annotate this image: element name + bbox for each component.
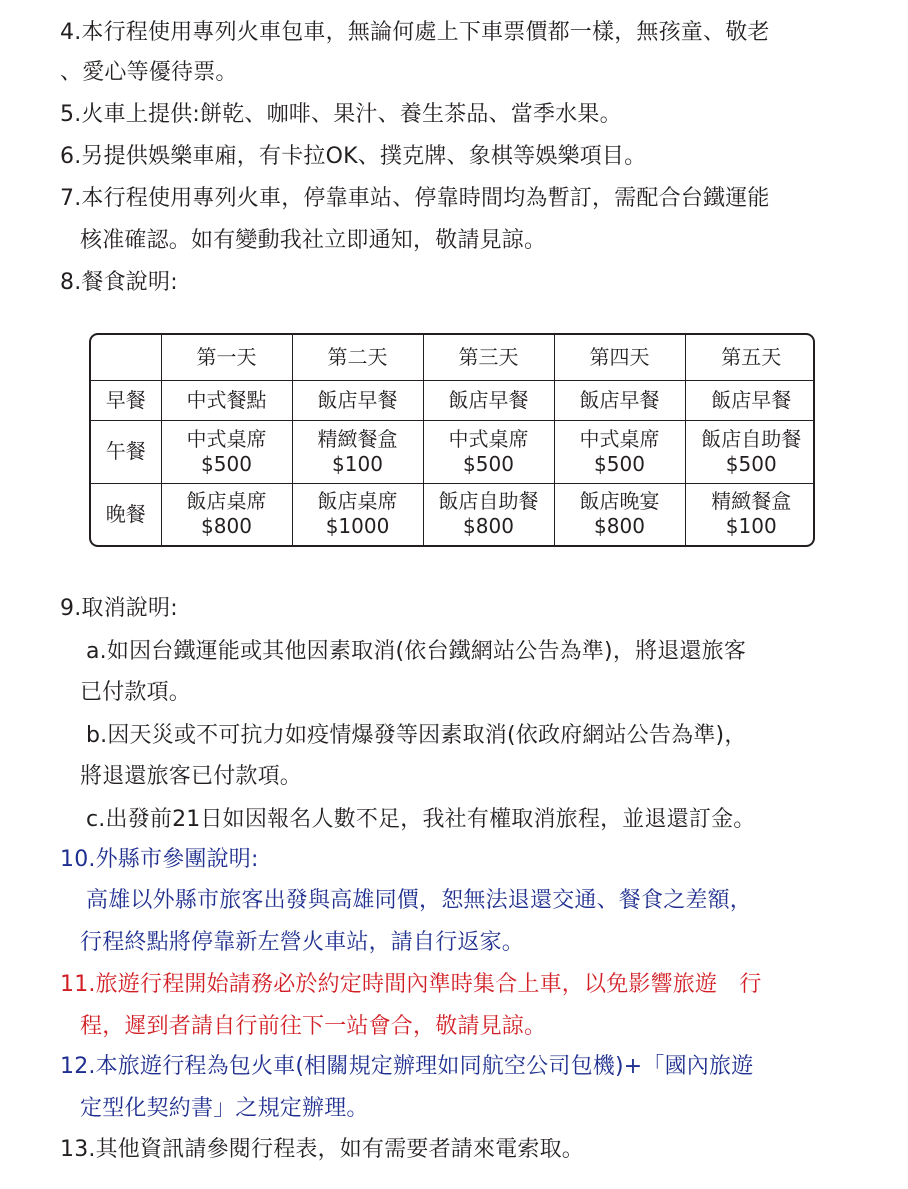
- note-9a-line-2: 已付款項。: [80, 680, 192, 705]
- note-7-line-2: 核准確認。如有變動我社立即通知，敬請見諒。: [80, 228, 547, 253]
- meal-price: $500: [594, 451, 645, 476]
- lunch-day-5: [685, 420, 815, 483]
- note-9a-line-1: a.如因台鐵運能或其他因素取消(依台鐵網站公告為準)，將退還旅客: [86, 639, 747, 664]
- note-4-line-1: 4.本行程使用專列火車包車，無論何處上下車票價都一樣，無孩童、敬老: [60, 20, 770, 45]
- meal-table: [89, 333, 815, 547]
- dinner-day-4: [554, 483, 685, 545]
- header-corner: [91, 335, 161, 380]
- row-label-dinner: 晚餐: [91, 483, 161, 545]
- breakfast-day-3: 飯店早餐: [423, 380, 554, 420]
- meal-price: $1000: [325, 514, 390, 539]
- header-day-1: 第一天: [161, 335, 292, 380]
- meal-price: $800: [594, 514, 645, 539]
- lunch-day-3: [423, 420, 554, 483]
- meal-name: 飯店桌席: [186, 489, 267, 514]
- note-10-line-2: 行程終點將停靠新左營火車站，請自行返家。: [80, 930, 525, 955]
- dinner-row: [91, 483, 815, 545]
- meal-name: 飯店桌席: [317, 489, 398, 514]
- dinner-day-1: [161, 483, 292, 545]
- note-9-title: 9.取消說明:: [60, 596, 178, 621]
- meal-price: $500: [463, 451, 514, 476]
- note-5: 5.火車上提供:餅乾、咖啡、果汁、養生茶品、當季水果。: [60, 102, 622, 127]
- meal-name: 精緻餐盒: [317, 426, 398, 451]
- lunch-day-2: [292, 420, 423, 483]
- header-day-5: 第五天: [685, 335, 815, 380]
- note-9b-line-1: b.因天災或不可抗力如疫情爆發等因素取消(依政府網站公告為準)，: [86, 723, 747, 748]
- dinner-day-5: [685, 483, 815, 545]
- note-10-line-1: 高雄以外縣市旅客出發與高雄同價，恕無法退還交通、餐食之差額，: [86, 888, 753, 913]
- meal-name: 飯店自助餐: [438, 489, 539, 514]
- dinner-day-2: [292, 483, 423, 545]
- meal-name: 中式桌席: [186, 426, 267, 451]
- note-10-title: 10.外縣市參團說明:: [60, 847, 259, 872]
- lunch-row: [91, 420, 815, 483]
- lunch-day-1: [161, 420, 292, 483]
- meal-table-header-row: [91, 335, 815, 380]
- meal-price: $800: [463, 514, 514, 539]
- meal-name: 飯店晚宴: [579, 489, 660, 514]
- breakfast-day-1: 中式餐點: [161, 380, 292, 420]
- note-8-title: 8.餐食說明:: [60, 270, 178, 295]
- meal-price: $800: [201, 514, 252, 539]
- note-13: 13.其他資訊請參閱行程表，如有需要者請來電索取。: [60, 1137, 584, 1162]
- meal-name: 中式桌席: [579, 426, 660, 451]
- meal-price: $100: [332, 451, 383, 476]
- header-day-4: 第四天: [554, 335, 685, 380]
- note-12-line-2: 定型化契約書」之規定辦理。: [80, 1096, 369, 1121]
- header-day-2: 第二天: [292, 335, 423, 380]
- note-11-line-1: 11.旅遊行程開始請務必於約定時間內準時集合上車，以免影響旅遊 行: [60, 972, 762, 997]
- breakfast-row: [91, 380, 815, 420]
- meal-name: 中式桌席: [448, 426, 529, 451]
- note-7-line-1: 7.本行程使用專列火車，停靠車站、停靠時間均為暫訂，需配合台鐵運能: [60, 186, 770, 211]
- meal-price: $100: [725, 514, 777, 539]
- note-9c: c.出發前21日如因報名人數不足，我社有權取消旅程，並退還訂金。: [86, 807, 756, 832]
- breakfast-day-2: 飯店早餐: [292, 380, 423, 420]
- note-4-line-2: 、愛心等優待票。: [60, 60, 238, 85]
- lunch-day-4: [554, 420, 685, 483]
- meal-name: 飯店自助餐: [701, 426, 802, 451]
- note-11-line-2: 程，遲到者請自行前往下一站會合，敬請見諒。: [80, 1014, 547, 1039]
- meal-price: $500: [201, 451, 252, 476]
- meal-price: $500: [725, 451, 777, 476]
- breakfast-day-5: 飯店早餐: [685, 380, 815, 420]
- header-day-3: 第三天: [423, 335, 554, 380]
- note-12-line-1: 12.本旅遊行程為包火車(相關規定辦理如同航空公司包機)+「國內旅遊: [60, 1054, 754, 1079]
- breakfast-day-4: 飯店早餐: [554, 380, 685, 420]
- dinner-day-3: [423, 483, 554, 545]
- row-label-lunch: 午餐: [91, 420, 161, 483]
- row-label-breakfast: 早餐: [91, 380, 161, 420]
- note-6: 6.另提供娛樂車廂，有卡拉OK、撲克牌、象棋等娛樂項目。: [60, 144, 647, 169]
- meal-name: 精緻餐盒: [711, 489, 792, 514]
- note-9b-line-2: 將退還旅客已付款項。: [80, 764, 303, 789]
